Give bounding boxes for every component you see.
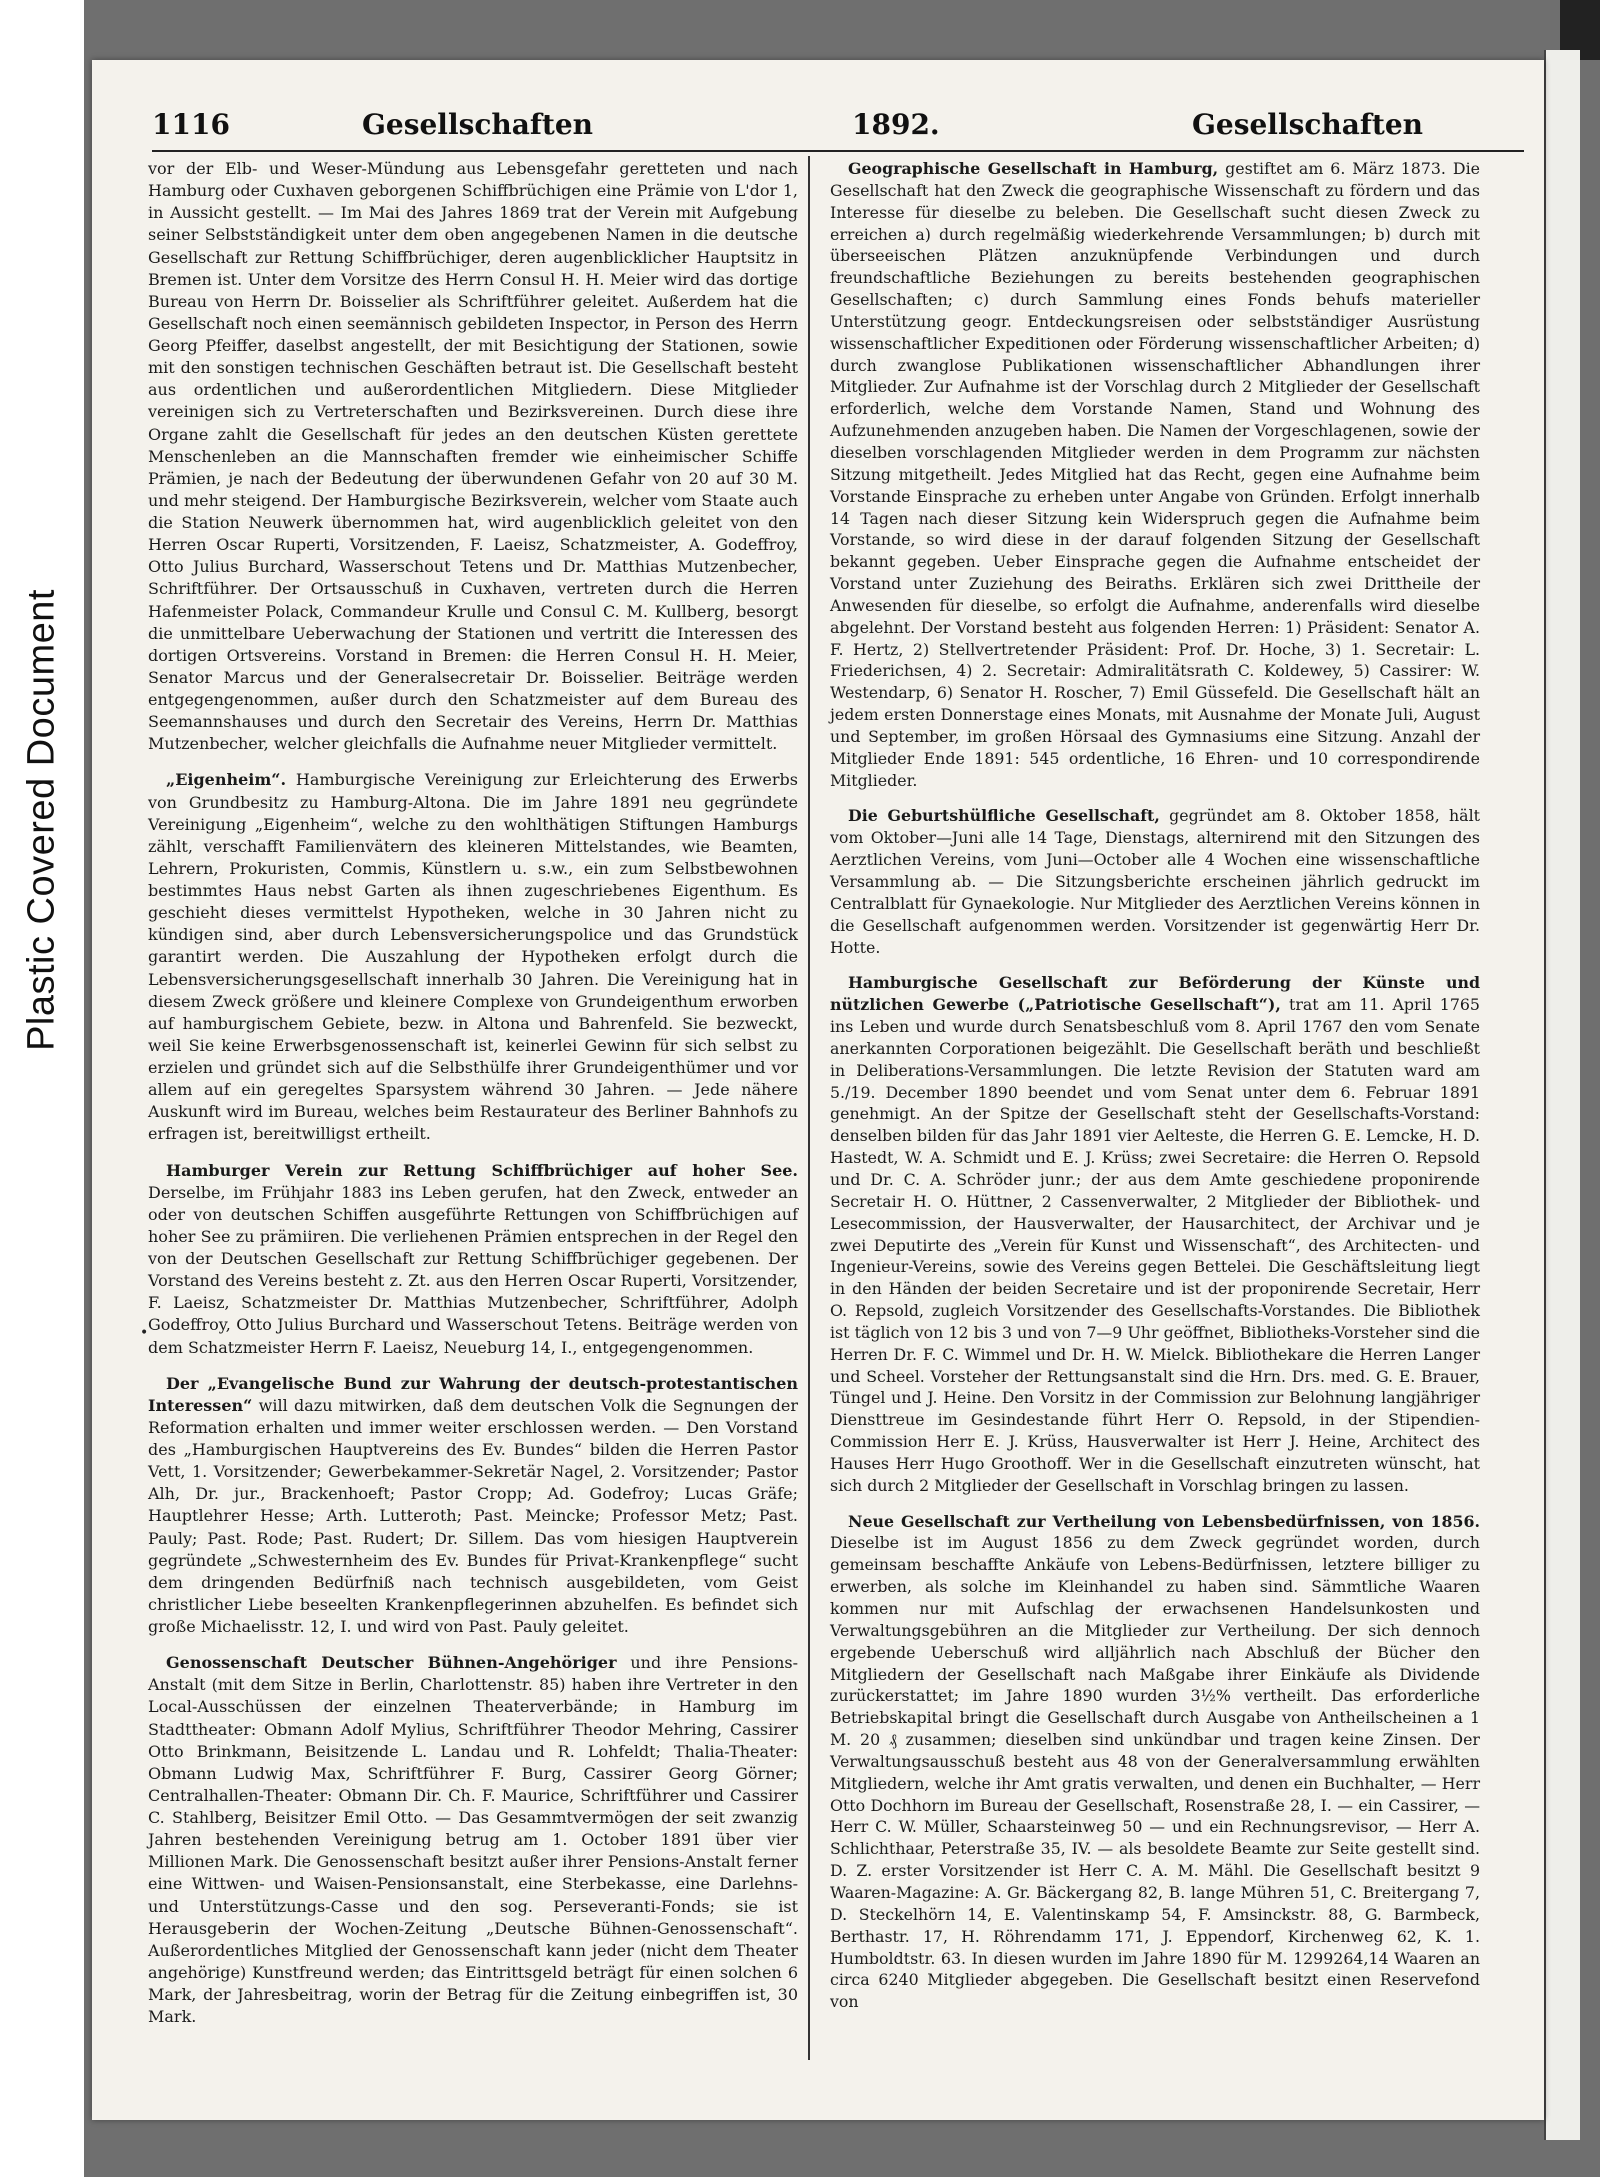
side-label: Plastic Covered Document [20,589,63,1051]
entry-title: Hamburgische Gesellschaft zur Beförderung der Künste und nützlichen Gewerbe („Patriotische Gesellschaft“), [830,973,1480,1015]
entry-rettung-continuation [148,158,798,755]
entry-body: trat am 11. April 1765 ins Leben und wurde durch Senatsbeschluß vom 8. April 1767 den vom Senate anerkannten Corporationen beigezählt. Die Gesellschaft beräth und beschließt in Deliberations-Versammlungen. Die letzte Revision der Statuten ward am 5./19. December 1890 beendet und vom Senat unter dem 6. Februar 1891 genehmigt. An der Spitze der Gesellschaft steht der Gesellschafts-Vorstand: denselben bilden für das Jahr 1891 vier Aelteste, die Herren G. E. Lemcke, H. D. Hastedt, W. A. Schmidt und E. J. Krüss; zwei Secretaire: die Herren O. Repsold und Dr. C. A. Schröder junr.; der aus dem Amte geschiedene proponirende Secretair H. O. Hüttner, 2 Cassenverwalter, 2 Mitglieder der Bibliothek- und Lesecommission, der Hausverwalter, der Hausarchitect, der Archivar und je zwei Deputirte des „Verein für Kunst und Wissenschaft“, des Architecten- und Ingenieur-Vereins, sowie des Vereins gegen Bettelei. Die Geschäftsleitung liegt in den Händen der beiden Secretaire und ist der proponirende Secretair, Herr O. Repsold, zugleich Vorsitzender des Gesellschafts-Vorstandes. Die Bibliothek ist täglich von 12 bis 3 und von 7—9 Uhr geöffnet, Bibliotheks-Vorsteher sind die Herren Dr. F. C. Wimmel und Dr. H. W. Mielck. Bibliothekare die Herren Langer und Scheel. Vorsteher der Rettungsanstalt sind die Hrn. Drs. med. G. E. Brauer, Tüngel und J. Heine. Den Vorsitz in der Commission zur Belohnung langjähriger Diensttreue im Gesindestande führt Herr O. Repsold, in der Stipendien-Commission Herr E. J. Krüss, Hausverwalter ist Herr J. Heine, Architect des Hauses Herr Hugo Groothoff. Wer in die Gesellschaft einzutreten wünscht, hat sich durch 2 Mitglieder der Gesellschaft in Vorschlag bringen zu lassen. [830,995,1480,1495]
entry-evangelischer-bund [148,1373,798,1639]
entry-body: gegründet am 8. Oktober 1858, hält vom Oktober—Juni alle 14 Tage, Dienstags, alternirend mit den Sitzungen des Aerztlichen Vereins, vom Juni—October alle 4 Wochen eine wissenschaftliche Versammlung ab. — Die Sitzungsberichte erscheinen jährlich gedruckt im Centralblatt für Gynaekologie. Nur Mitglieder des Aerztlichen Vereins können in die Gesellschaft aufgenommen werden. Vorsitzender ist gegenwärtig Herr Dr. Hotte. [830,806,1481,957]
entry-text [148,769,798,1145]
entry-body: vor der Elb- und Weser-Mündung aus Lebensgefahr geretteten und nach Hamburg oder Cuxhaven geborgenen Schiffbrüchigen eine Prämie von L'dor 1, in Aussicht gestellt. — Im Mai des Jahres 1869 trat der Verein mit Aufgebung seiner Selbstständigkeit unter dem oben angegebenen Namen in die deutsche Gesellschaft zur Rettung Schiffbrüchiger, deren augenblicklicher Hauptsitz in Bremen ist. Unter dem Vorsitze des Herrn Consul H. H. Meier wird das dortige Bureau von Herrn Dr. Boisselier als Schriftführer geleitet. Außerdem hat die Gesellschaft noch einen seemännisch gebildeten Inspector, in Person des Herrn Georg Pfeiffer, daselbst angestellt, der mit Besichtigung der Stationen, sowie mit den sonstigen technischen Geschäften betraut ist. Die Gesellschaft besteht aus ordentlichen und außerordentlichen Mitgliedern. Diese Mitglieder vereinigen sich zu Vertreterschaften und Bezirksvereinen. Durch diese ihre Organe zahlt die Gesellschaft für jedes an den deutschen Küsten gerettete Menschenleben an die Mannschaften fremder wie einheimischer Schiffe Prämien, je nach der Bedeutung der überwundenen Gefahr von 20 auf 30 M. und mehr steigend. Der Hamburgische Bezirksverein, welcher vom Staate auch die Station Neuwerk übernommen hat, wird augenblicklich geleitet von den Herren Oscar Ruperti, Vorsitzenden, F. Laeisz, Schatzmeister, A. Godeffroy, Otto Julius Burchard, Wasserschout Tetens und Dr. Matthias Mutzenbecher, Schriftführer. Der Ortsausschuß in Cuxhaven, vertreten durch die Herren Hafenmeister Polack, Commandeur Krulle und Consul C. M. Kullberg, besorgt die unmittelbare Ueberwachung der Stationen und vertritt die Interessen des dortigen Ortsvereins. Vorstand in Bremen: die Herren Consul H. H. Meier, Senator Marcus und der Generalsecretair Dr. Boisselier. Beiträge werden entgegengenommen, außer durch den Schatzmeister auf dem Bureau des Seemannshauses und durch den Secretair des Vereins, Herrn Dr. Matthias Mutzenbecher, welcher gleichfalls die Aufnahme neuer Mitglieder vermittelt. [148,159,798,754]
entry-text [148,1160,798,1359]
entry-eigenheim [148,769,798,1145]
entry-hamburger-verein-rettung [148,1160,798,1359]
entry-body: Derselbe, im Frühjahr 1883 ins Leben gerufen, hat den Zweck, entweder an oder von deutschen Schiffen ausgeführte Rettungen von Schiffbrüchigen auf hoher See zu prämiiren. Die verliehenen Prämien entsprechen in der Regel den von der Deutschen Gesellschaft zur Rettung Schiffbrüchiger gegebenen. Der Vorstand des Vereins besteht z. Zt. aus den Herren Oscar Ruperti, Vorsitzender, F. Laeisz, Schatzmeister Dr. Matthias Mutzenbecher, Schriftführer, Adolph Godeffroy, Otto Julius Burchard und Wasserschout Tetens. Beiträge werden von dem Schatzmeister Herrn F. Laeisz, Neueburg 14, I., entgegengenommen. [148,1182,798,1357]
entry-neue-gesellschaft-lebensbeduerfnisse [830,1511,1480,2013]
entry-body: will dazu mitwirken, daß dem deutschen Volk die Segnungen der Reformation erhalten und immer weiter erschlossen werden. — Den Vorstand des „Hamburgischen Hauptvereins des Ev. Bundes“ bilden die Herren Pastor Vett, 1. Vorsitzender; Gewerbekammer-Sekretär Nagel, 2. Vorsitzender; Pastor Alh, Dr. jur., Brackenhoeft; Pastor Cropp; Ad. Godefroy; Lucas Gräfe; Hauptlehrer Hesse; Arth. Lutteroth; Past. Meincke; Professor Metz; Past. Pauly; Past. Rode; Past. Rudert; Dr. Sillem. Das vom hiesigen Hauptverein gegründete „Schwesternheim des Ev. Bundes für Privat-Krankenpflege“ sucht dem dringenden Bedürfniß nach technisch ausgebildeten, vom Geist christlicher Liebe beseelten Krankenpflegerinnen abzuhelfen. Es befindet sich große Michaelisstr. 12, I. und wird von Past. Pauly geleitet. [148,1395,799,1636]
entry-title: Der „Evangelische Bund zur Wahrung der deutsch-protestantischen Interessen“ [148,1373,798,1415]
header-left-title: Gesellschaften [362,108,594,141]
entry-geographische-gesellschaft [830,158,1480,791]
header-rule [152,150,1524,152]
entry-geburtshuelfliche-gesellschaft [830,805,1480,958]
column-divider [808,156,810,2060]
entry-body: und ihre Pensions-Anstalt (mit dem Sitze in Berlin, Charlottenstr. 85) haben ihre Vertreter in den Local-Ausschüssen der einzelnen Theaterverbände; in Hamburg im Stadttheater: Obmann Adolf Mylius, Schriftführer Theodor Mehring, Cassirer Otto Brinkmann, Beisitzende L. Landau und R. Lohfeldt; Thalia-Theater: Obmann Ludwig Max, Schriftführer F. Burg, Cassirer Georg Görner; Centralhallen-Theater: Obmann Dir. Ch. F. Maurice, Schriftführer und Cassirer C. Stahlberg, Beisitzer Emil Otto. — Das Gesammtvermögen der seit zwanzig Jahren bestehenden Vereinigung betrug am 1. October 1891 über vier Millionen Mark. Die Genossenschaft besitzt außer ihrer Pensions-Anstalt ferner eine Wittwen- und Waisen-Pensionsanstalt, eine Sterbekasse, eine Darlehns- und Unterstützungs-Casse und den sog. Perseveranti-Fonds; sie ist Herausgeberin der Wochen-Zeitung „Deutsche Bühnen-Genossenschaft“. Außerordentliches Mitglied der Genossenschaft kann jeder (nicht dem Theater angehörige) Kunstfreund werden; das Eintrittsgeld beträgt für einen solchen 6 Mark, der Jahresbeitrag, worin der Betrag für die Zeitung einbegriffen ist, 30 Mark. [148,1653,799,2027]
entry-text [148,1373,798,1639]
entry-text [830,972,1480,1496]
entry-text [830,1511,1480,2013]
entry-text [830,158,1480,791]
entry-title: Genossenschaft Deutscher Bühnen-Angehöriger [166,1653,617,1673]
entry-title: „Eigenheim“. [166,770,287,790]
entry-body: Hamburgische Vereinigung zur Erleichterung des Erwerbs von Grundbesitz zu Hamburg-Altona. Die im Jahre 1891 neu gegründete Vereinigung „Eigenheim“, welche zu den wohlthätigen Stiftungen Hamburgs zählt, verschafft Familienvätern des kleineren Mittelstandes, wie Beamten, Lehrern, Prokuristen, Commis, Künstlern u. s.w., ein zum Selbstbewohnen bestimmtes Haus nebst Garten als ihnen zugeschriebenes Eigenthum. Es geschieht dieses vermittelst Hypotheken, welche in 30 Jahren nicht zu kündigen sind, aber durch Lebensversicherungspolice und das Grundstück garantirt werden. Die Auszahlung der Hypotheken erfolgt durch die Lebensversicherungsgesellschaft innerhalb 30 Jahren. Die Vereinigung hat in diesem Zweck größere und kleinere Complexe von Grundeigenthum erworben auf hamburgischem Gebiete, bezw. in Altona und Bahrenfeld. Sie bezweckt, weil Sie keine Erwerbsgenossenschaft ist, keinerlei Gewinn für sich selbst zu erzielen und gründet sich auf die Selbsthülfe ihrer Grundeigenthümer und vor allem auf ein geregeltes Sparsystem während 30 Jahren. — Jede nähere Auskunft wird im Bureau, welches beim Restaurateur des Berliner Bahnhofs zu erfragen ist, bereitwilligst ertheilt. [148,770,798,1144]
entry-text [148,158,798,755]
next-page-edge [1544,50,1580,2140]
entry-text [830,805,1480,958]
right-column [830,158,1480,2027]
left-column [148,158,798,2042]
side-label-area [0,0,84,2177]
entry-body: Dieselbe ist im August 1856 zu dem Zweck gegründet worden, durch gemeinsam beschaffte Ankäufe von Lebens-Bedürfnissen, letztere billiger zu erwerben, als solche im Kleinhandel zu haben sind. Sämmtliche Waaren kommen nur mit Aufschlag der erwachsenen Handelsunkosten und Verwaltungsgebühren an die Mitglieder zur Vertheilung. Der sich dennoch ergebende Ueberschuß wird alljährlich nach Abschluß der Bücher den Mitgliedern der Gesellschaft nach Maßgabe ihrer Einkäufe als Dividende zurückerstattet; im Jahre 1890 wurden 3½% vertheilt. Das erforderliche Betriebskapital bringt die Gesellschaft durch Ausgabe von Antheilscheinen a 1 M. 20 ₰ zusammen; dieselben sind unkündbar und tragen keine Zinsen. Der Verwaltungsausschuß besteht aus 48 von der Generalversammlung erwählten Mitgliedern, welche ihr Amt gratis verwalten, und denen ein Buchhalter, — Herr Otto Dochhorn im Bureau der Gesellschaft, Rosenstraße 28, I. — ein Cassirer, — Herr C. W. Müller, Schaarsteinweg 50 — und ein Rechnungsrevisor, — Herr A. Schlichthaar, Peterstraße 35, IV. — als besoldete Beamte zur Seite gestellt sind. D. Z. erster Vorsitzender ist Herr C. A. M. Mähl. Die Gesellschaft besitzt 9 Waaren-Magazine: A. Gr. Bäckergang 82, B. lange Mühren 51, C. Breitergang 7, D. Steckelhörn 14, E. Valentinskamp 54, F. Amsinckstr. 88, G. Barmbeck, Berthastr. 17, H. Röhrendamm 171, J. Eppendorf, Kirchenweg 62, K. 1. Humboldtstr. 63. In diesen wurden im Jahre 1890 für M. 1299264,14 Waaren an circa 6240 Mitglieder abgegeben. Die Gesellschaft besitzt einen Reservefond von [830,1533,1480,2012]
header-right-title: Gesellschaften [1192,108,1424,141]
page-number: 1116 [152,108,230,141]
entry-text [148,1652,798,2028]
document-page [92,60,1544,2120]
entry-title: Die Geburtshülfliche Gesellschaft, [848,806,1160,826]
entry-title: Neue Gesellschaft zur Vertheilung von Lebensbedürfnissen, von 1856. [848,1511,1480,1531]
entry-title: Hamburger Verein zur Rettung Schiffbrüchiger auf hoher See. [166,1160,798,1180]
header-year: 1892. [852,108,940,141]
entry-buehnen-genossenschaft [148,1652,798,2028]
entry-body: gestiftet am 6. März 1873. Die Gesellschaft hat den Zweck die geographische Wissenschaft zu fördern und das Interesse für dieselbe zu beleben. Die Gesellschaft sucht diesen Zweck zu erreichen a) durch regelmäßig wiederkehrende Versammlungen; b) durch mit überseeischen Plätzen anzuknüpfende Verbindungen und durch freundschaftliche Beziehungen zu bereits bestehenden geographischen Gesellschaften; c) durch Sammlung eines Fonds behufs materieller Unterstützung geogr. Entdeckungsreisen oder selbstständiger Ausrüstung wissenschaftlicher Expeditionen oder Förderung wissenschaftlicher Arbeiten; d) durch zwanglose Publikationen wissenschaftlicher Abhandlungen ihrer Mitglieder. Zur Aufnahme ist der Vorschlag durch 2 Mitglieder der Gesellschaft erforderlich, welche dem Vorstande Namen, Stand und Wohnung des Aufzunehmenden anzugeben haben. Die Namen der Vorgeschlagenen, sowie der dieselben vorschlagenden Mitglieder werden in dem Programm zur nächsten Sitzung mitgetheilt. Jedes Mitglied hat das Recht, gegen eine Aufnahme beim Vorstande Einsprache zu erheben unter Angabe von Gründen. Erfolgt innerhalb 14 Tagen nach dieser Sitzung kein Widerspruch gegen die Aufnahme beim Vorstande, so wird diese in der darauf folgenden Sitzung der Gesellschaft bekannt gegeben. Ueber Einsprache gegen die Aufnahme entscheidet der Vorstand unter Zuziehung des Beiraths. Erklären sich zwei Drittheile der Anwesenden für dieselbe, so erfolgt die Aufnahme, anderenfalls wird dieselbe abgelehnt. Der Vorstand besteht aus folgenden Herren: 1) Präsident: Senator A. F. Hertz, 2) Stellvertretender Präsident: Prof. Dr. Hoche, 3) 1. Secretair: L. Friederichsen, 4) 2. Secretair: Admiralitätsrath C. Koldewey, 5) Cassirer: W. Westendarp, 6) Senator H. Roscher, 7) Emil Güssefeld. Die Gesellschaft hält an jedem ersten Donnerstage eines Monats, mit Ausnahme der Monate Juli, August und September, im großen Hörsaal des Gymnasiums eine Sitzung. Anzahl der Mitglieder Ende 1891: 545 ordentliche, 16 Ehren- und 10 correspondirende Mitglieder. [830,159,1480,790]
margin-dot: • [140,1325,149,1341]
entry-patriotische-gesellschaft [830,972,1480,1496]
entry-title: Geographische Gesellschaft in Hamburg, [848,159,1219,178]
